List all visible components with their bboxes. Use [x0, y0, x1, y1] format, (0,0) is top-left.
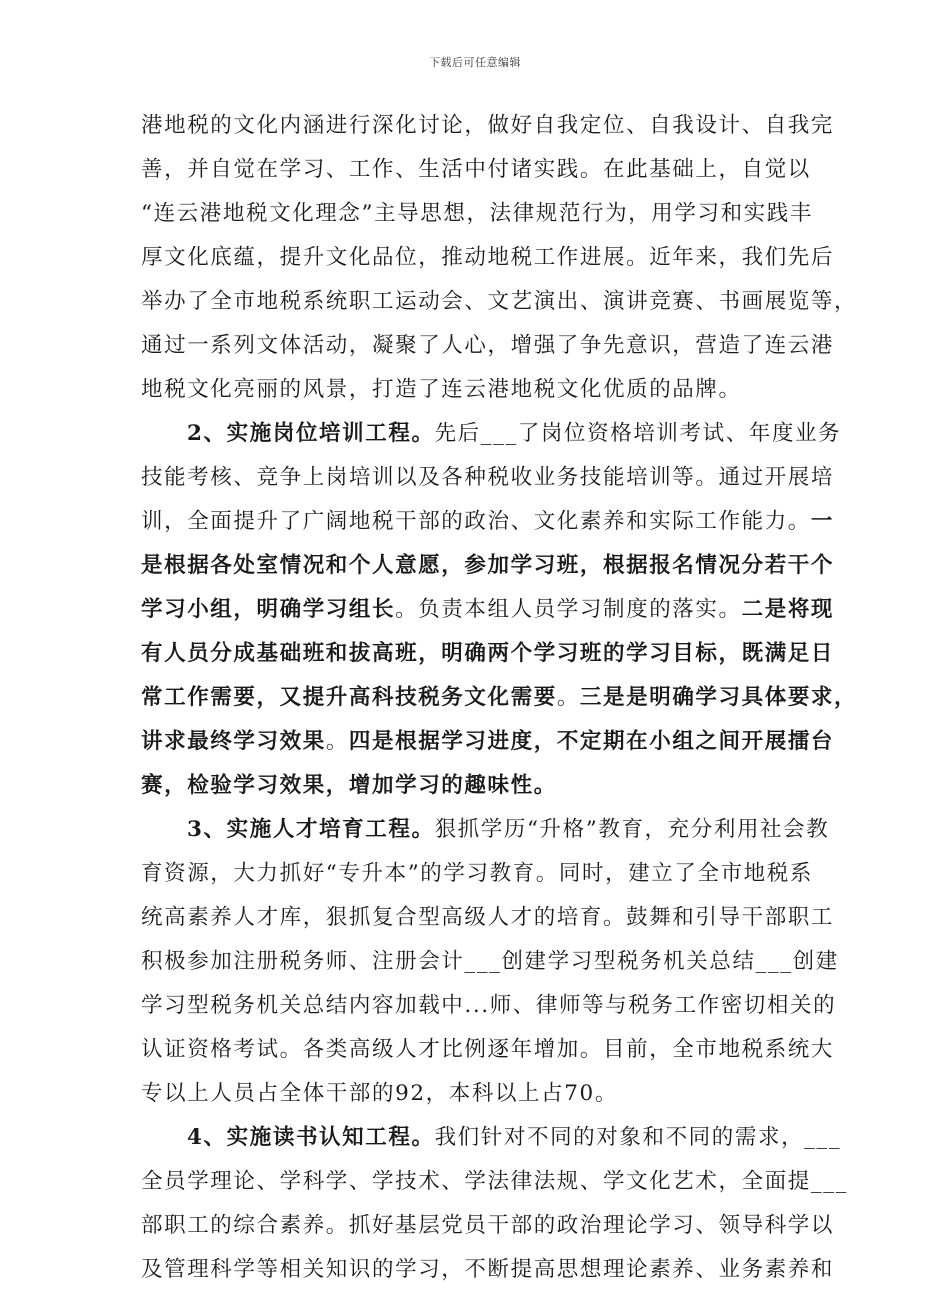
text-line — [141, 148, 813, 192]
text-segment: 先后___了岗位资格培训考试、年度业务 — [434, 421, 842, 446]
text-line — [141, 1248, 835, 1292]
text-line — [141, 764, 813, 808]
bold-text-segment: 二是将现 — [741, 597, 835, 622]
text-line — [141, 940, 839, 984]
text-segment: 我们针对不同的对象和不同的需求，___ — [434, 1125, 842, 1150]
bold-text-segment: 四是根据学习进度，不定期在小组之间开展擂台 — [348, 729, 835, 754]
text-line — [141, 324, 835, 368]
text-line — [141, 104, 835, 148]
text-line — [141, 280, 858, 324]
text-segment: 专以上人员占全体干部的92，本科以上占70。 — [141, 1081, 618, 1106]
text-segment: 部职工的综合素养。抓好基层党员干部的政治理论学习、领导科学以 — [141, 1213, 835, 1238]
text-line — [141, 676, 858, 720]
text-line — [141, 1160, 848, 1204]
text-line — [141, 192, 813, 236]
text-line — [141, 1072, 813, 1116]
text-line — [141, 236, 835, 280]
text-segment: 学习型税务机关总结内容加载中...师、律师等与税务工作密切相关的 — [141, 993, 837, 1018]
text-line — [141, 1028, 835, 1072]
text-segment: 全员学理论、学科学、学技术、学法律法规、学文化艺术，全面提___ — [141, 1169, 848, 1194]
text-segment: 通过一系列文体活动，凝聚了人心，增强了争先意识，营造了连云港 — [141, 333, 835, 358]
bold-text-segment: 2、实施岗位培训工程。 — [187, 421, 435, 446]
text-segment: 育资源，大力抓好“专升本”的学习教育。同时，建立了全市地税系 — [141, 861, 813, 886]
text-segment: 地税文化亮丽的风景，打造了连云港地税文化优质的品牌。 — [141, 377, 742, 402]
text-line — [141, 588, 835, 632]
bold-text-segment: 一 — [810, 509, 835, 534]
bold-text-segment: 三是是明确学习具体要求， — [579, 685, 858, 710]
text-segment: 。 — [556, 685, 580, 710]
text-line — [141, 984, 837, 1028]
text-segment: 。 — [325, 729, 349, 754]
text-line — [141, 852, 813, 896]
text-line — [141, 896, 835, 940]
text-line — [141, 1204, 835, 1248]
text-segment: 技能考核、竞争上岗培训以及各种税收业务技能培训等。通过开展培 — [141, 465, 835, 490]
page-header: 下载后可任意编辑 — [429, 56, 521, 69]
text-segment: 举办了全市地税系统职工运动会、文艺演出、演讲竞赛、书画展览等， — [141, 289, 858, 314]
text-segment: 及管理科学等相关知识的学习，不断提高思想理论素养、业务素养和 — [141, 1257, 835, 1282]
bold-text-segment: 3、实施人才培育工程。 — [187, 817, 435, 842]
text-segment: 狠抓学历“升格”教育，充分利用社会教 — [434, 817, 830, 842]
bold-text-segment: 学习小组，明确学习组长 — [141, 597, 396, 622]
bold-text-segment: 赛，检验学习效果，增加学习的趣味性。 — [141, 773, 557, 798]
text-segment: 积极参加注册税务师、注册会计___创建学习型税务机关总结___创建 — [141, 949, 839, 974]
text-segment: 训，全面提升了广阔地税干部的政治、文化素养和实际工作能力。 — [141, 509, 811, 534]
text-segment: 善，并自觉在学习、工作、生活中付诸实践。在此基础上，自觉以 — [141, 157, 811, 182]
text-line — [141, 412, 842, 456]
bold-text-segment: 常工作需要，又提升高科技税务文化需要 — [141, 685, 557, 710]
text-line — [141, 632, 835, 676]
text-line — [141, 500, 835, 544]
text-segment: 厚文化底蕴，提升文化品位，推动地税工作进展。近年来，我们先后 — [141, 245, 835, 270]
text-line — [141, 456, 835, 500]
text-segment: 统高素养人才库，狠抓复合型高级人才的培育。鼓舞和引导干部职工 — [141, 905, 835, 930]
text-segment: “连云港地税文化理念”主导思想，法律规范行为，用学习和实践丰 — [141, 201, 813, 226]
text-line — [141, 544, 835, 588]
text-line — [141, 720, 835, 764]
bold-text-segment: 是根据各处室情况和个人意愿，参加学习班，根据报名情况分若干个 — [141, 553, 835, 578]
text-segment: 。负责本组人员学习制度的落实。 — [395, 597, 742, 622]
text-segment: 认证资格考试。各类高级人才比例逐年增加。目前，全市地税系统大 — [141, 1037, 835, 1062]
bold-text-segment: 4、实施读书认知工程。 — [187, 1125, 435, 1150]
document-body — [141, 104, 858, 1292]
text-line — [141, 1116, 842, 1160]
bold-text-segment: 有人员分成基础班和拔高班，明确两个学习班的学习目标，既满足日 — [141, 641, 835, 666]
bold-text-segment: 讲求最终学习效果 — [141, 729, 326, 754]
text-line — [141, 368, 813, 412]
text-segment: 港地税的文化内涵进行深化讨论，做好自我定位、自我设计、自我完 — [141, 113, 835, 138]
text-line — [141, 808, 830, 852]
